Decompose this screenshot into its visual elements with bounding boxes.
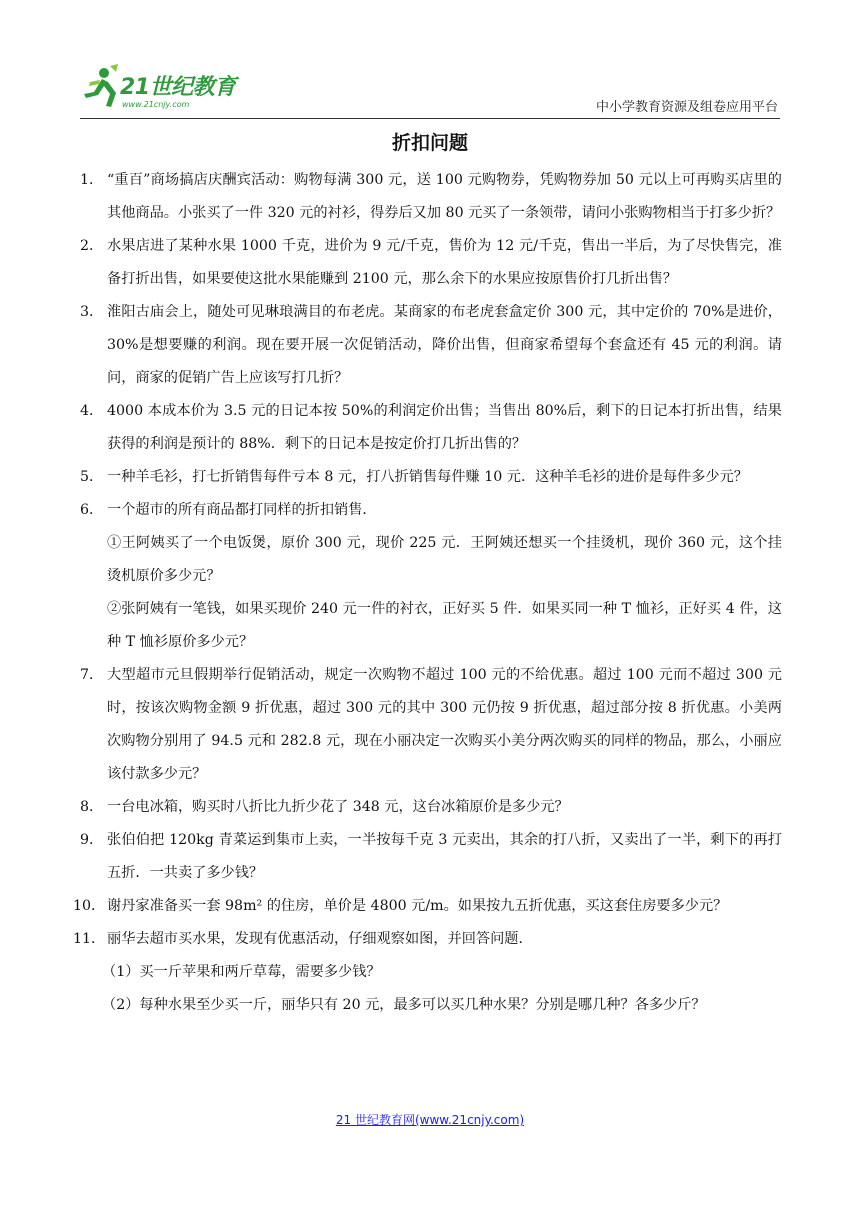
question-text: 大型超市元旦假期举行促销活动，规定一次购物不超过 100 元的不给优惠。超过 100 元而不超过 300 元时，按该次购物金额 9 折优惠，超过 300 元的其中 300 元仍按 9 折优惠，超过部分按 8 折优惠。小美两次购物分别用了 94.5 元和 282.8 元，现在小丽决定一次购买小美分两次购买的同样的物品，那么，小丽应该付款多少元？: [107, 667, 782, 782]
question-list: [73, 164, 782, 1022]
question-item: [80, 296, 782, 395]
question-item: [73, 890, 782, 923]
question-number: 1．: [80, 172, 104, 188]
sub-question-text: ①王阿姨买了一个电饭煲，原价 300 元，现价 225 元．王阿姨还想买一个挂烫机，现价 360 元，这个挂烫机原价多少元？: [107, 535, 782, 584]
question-text: 4000 本成本价为 3.5 元的日记本按 50%的利润定价出售；当售出 80%后，剩下的日记本打折出售，结果获得的利润是预计的 88%．剩下的日记本是按定价打几折出售的？: [107, 403, 782, 452]
question-item: [80, 164, 782, 230]
page-header: [80, 62, 780, 120]
sub-question-text: （2）每种水果至少买一斤，丽华只有 20 元，最多可以买几种水果？分别是哪几种？各多少斤？: [102, 997, 706, 1013]
question-item: [73, 923, 782, 956]
header-divider: [80, 118, 780, 119]
question-text: 一台电冰箱，购买时八折比九折少花了 348 元，这台冰箱原价是多少元？: [107, 799, 569, 815]
question-number: 8．: [80, 799, 104, 815]
question-number: 4．: [80, 403, 104, 419]
question-text: 水果店进了某种水果 1000 千克，进价为 9 元/千克，售价为 12 元/千克，售出一半后，为了尽快售完，准备打折出售，如果要使这批水果能赚到 2100 元，那么余下的水果应按原售价打几折出售？: [107, 238, 782, 287]
question-number: 2．: [80, 238, 104, 254]
sub-question-text: ②张阿姨有一笔钱，如果买现价 240 元一件的衬衣，正好买 5 件．如果买同一种 T 恤衫，正好买 4 件，这种 T 恤衫原价多少元？: [107, 601, 782, 650]
site-logo[interactable]: [80, 62, 250, 116]
question-item: [80, 395, 782, 461]
question-number: 11．: [73, 931, 106, 947]
sub-question: [80, 527, 782, 593]
logo-text: 21世纪教育: [120, 75, 236, 100]
question-item: [80, 494, 782, 527]
runner-logo-icon: [80, 64, 120, 110]
question-text: “重百”商场搞店庆酬宾活动：购物每满 300 元，送 100 元购物券，凭购物券加 50 元以上可再购买店里的其他商品。小张买了一件 320 元的衬衫，得券后又加 80 元买了一条领带，请问小张购物相当于打多少折？: [107, 172, 782, 221]
question-item: [80, 230, 782, 296]
question-text: 张伯伯把 120kg 青菜运到集市上卖，一半按每千克 3 元卖出，其余的打八折，又卖出了一半，剩下的再打五折．一共卖了多少钱？: [107, 832, 782, 881]
sub-question: [80, 989, 782, 1022]
question-number: 10．: [73, 898, 106, 914]
question-item: [80, 461, 782, 494]
question-item: [80, 659, 782, 791]
question-item: [80, 791, 782, 824]
question-number: 9．: [80, 832, 104, 848]
question-text: 淮阳古庙会上，随处可见琳琅满目的布老虎。某商家的布老虎套盒定价 300 元，其中定价的 70%是进价，30%是想要赚的利润。现在要开展一次促销活动，降价出售，但商家希望每个套盒还有 45 元的利润。请问，商家的促销广告上应该写打几折？: [107, 304, 782, 386]
platform-name: 中小学教育资源及组卷应用平台: [595, 100, 778, 115]
question-text: 一种羊毛衫，打七折销售每件亏本 8 元，打八折销售每件赚 10 元．这种羊毛衫的进价是每件多少元？: [107, 469, 748, 485]
question-text: 谢丹家准备买一套 98m² 的住房，单价是 4800 元/m。如果按九五折优惠，买这套住房要多少元？: [107, 898, 728, 914]
question-number: 3．: [80, 304, 104, 320]
question-number: 5．: [80, 469, 104, 485]
question-text: 一个超市的所有商品都打同样的折扣销售．: [107, 502, 377, 518]
question-item: [80, 824, 782, 890]
logo-url: www.21cnjy.com: [122, 100, 190, 109]
footer-link[interactable]: 21 世纪教育网(www.21cnjy.com): [335, 1113, 525, 1127]
page-footer: [0, 1111, 860, 1128]
sub-question: [80, 593, 782, 659]
sub-question-text: （1）买一斤苹果和两斤草莓，需要多少钱？: [102, 964, 381, 980]
sub-question: [80, 956, 782, 989]
question-number: 6．: [80, 502, 104, 518]
page-title: 折扣问题: [391, 132, 468, 154]
question-number: 7．: [80, 667, 104, 683]
question-text: 丽华去超市买水果，发现有优惠活动，仔细观察如图，并回答问题．: [107, 931, 533, 947]
